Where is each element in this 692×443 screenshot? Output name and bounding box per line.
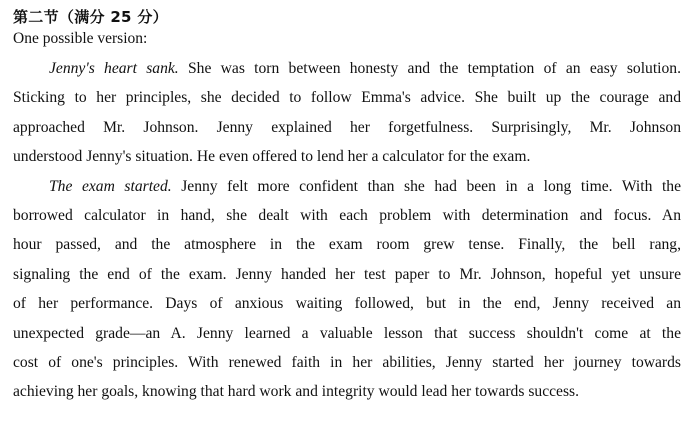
paragraph-line: approached Mr. Johnson. Jenny explained her forgetfulness. Surprisingly, Mr. Johnson (13, 118, 681, 136)
section-title: 第二节（满分 25 分） (13, 8, 168, 26)
version-label: One possible version: (13, 30, 148, 47)
paragraph-line-text: Jenny felt more confident than she had been in a long time. With the (171, 177, 681, 195)
paragraph-line: borrowed calculator in hand, she dealt with each problem with determination and focus. An (13, 206, 681, 224)
paragraph-line: unexpected grade—an A. Jenny learned a valuable lesson that success shouldn't come at the (13, 324, 681, 342)
paragraph-1 (13, 54, 681, 172)
paragraph-line: achieving her goals, knowing that hard work and integrity would lead her towards success. (13, 383, 579, 401)
paragraph-line: understood Jenny's situation. He even offered to lend her a calculator for the exam. (13, 148, 531, 166)
paragraph-line-text: She was torn between honesty and the temptation of an easy solution. (178, 60, 681, 77)
paragraph-line: Sticking to her principles, she decided to follow Emma's advice. She built up the courage and (13, 89, 681, 107)
paragraph-line: hour passed, and the atmosphere in the exam room grew tense. Finally, the bell rang, (13, 236, 681, 254)
paragraph-line: cost of one's principles. With renewed faith in her abilities, Jenny started her journey towards (13, 353, 681, 371)
paragraph-line (13, 172, 681, 201)
paragraph-line: of her performance. Days of anxious waiting followed, but in the end, Jenny received an (13, 295, 681, 313)
paragraph-line: signaling the end of the exam. Jenny handed her test paper to Mr. Johnson, hopeful yet unsure (13, 265, 681, 283)
document-page (13, 6, 681, 407)
paragraph-lead-phrase: Jenny's heart sank. (49, 60, 179, 77)
paragraph-lead-phrase: The exam started. (49, 177, 172, 195)
paragraph-2 (13, 172, 681, 407)
paragraph-line (13, 54, 681, 83)
